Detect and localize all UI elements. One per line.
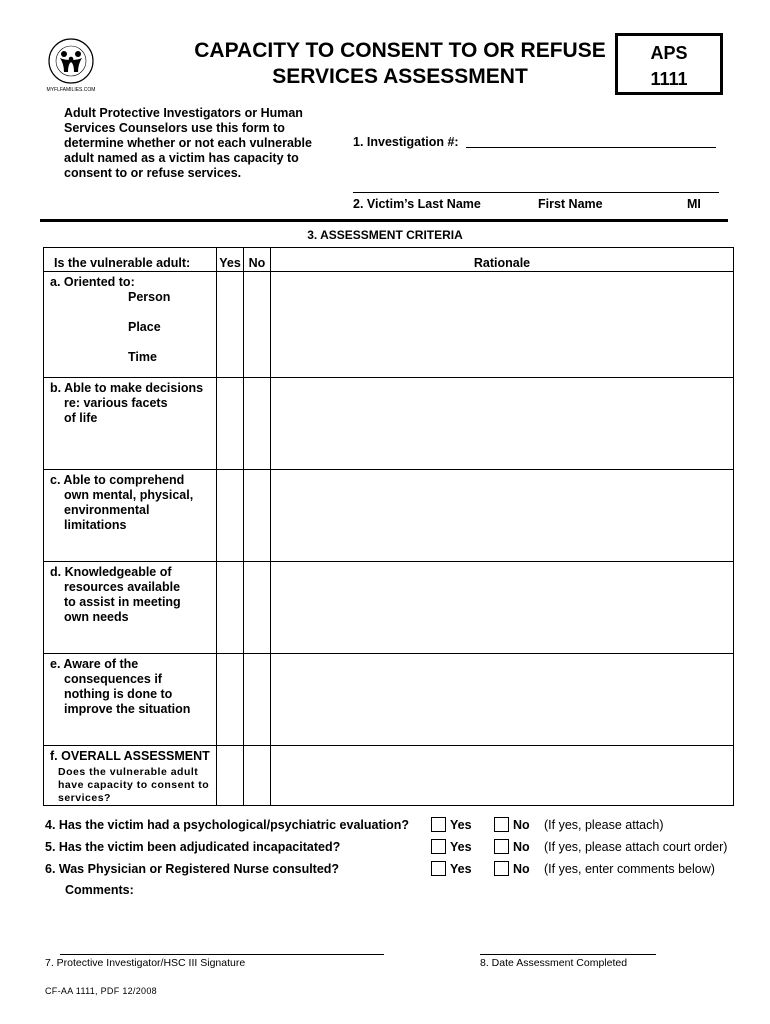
criterion-e-line-2: consequences if: [64, 672, 162, 686]
question-5-no-label: No: [513, 840, 530, 854]
title-line-2: SERVICES ASSESSMENT: [272, 65, 528, 88]
criterion-d-yes-cell[interactable]: [217, 562, 244, 654]
overall-assessment-sub-2: have capacity to consent to: [58, 779, 210, 791]
yes-column-header: Yes: [217, 248, 244, 272]
form-code-line-1: APS: [650, 43, 688, 63]
department-seal-logo: [40, 36, 102, 94]
criterion-c-line-4: limitations: [64, 518, 127, 532]
criterion-d-line-1: d. Knowledgeable of: [50, 565, 172, 579]
signature-field[interactable]: [60, 954, 384, 955]
question-4-note: (If yes, please attach): [544, 818, 664, 832]
criterion-e-no-cell[interactable]: [244, 654, 271, 746]
criterion-a-time: Time: [128, 350, 157, 364]
rationale-column-header: Rationale: [271, 248, 734, 272]
question-6-yes-checkbox[interactable]: [431, 861, 446, 876]
no-column-header: No: [244, 248, 271, 272]
overall-assessment-label: f. OVERALL ASSESSMENT: [50, 749, 210, 763]
criterion-b-no-cell[interactable]: [244, 378, 271, 470]
question-column-header: Is the vulnerable adult:: [44, 248, 217, 272]
form-id-footer: CF-AA 1111, PDF 12/2008: [45, 986, 157, 996]
overall-assessment-sub-3: services?: [58, 792, 111, 804]
question-5-yes-checkbox[interactable]: [431, 839, 446, 854]
criterion-c-rationale-cell[interactable]: [271, 470, 734, 562]
table-row: [44, 470, 734, 562]
question-4-yes-label: Yes: [450, 818, 472, 832]
criterion-f-cell: [44, 746, 217, 806]
criterion-b-line-3: of life: [64, 411, 98, 425]
criterion-a-rationale-cell[interactable]: [271, 272, 734, 378]
criterion-f-rationale-cell[interactable]: [271, 746, 734, 806]
table-row: [44, 746, 734, 806]
criterion-a-yes-cell[interactable]: [217, 272, 244, 378]
criterion-e-line-4: improve the situation: [64, 702, 191, 716]
criterion-a-cell: [44, 272, 217, 378]
investigation-number-label: 1. Investigation #:: [353, 135, 459, 149]
criterion-c-line-2: own mental, physical,: [64, 488, 194, 502]
middle-initial-label: MI: [687, 197, 701, 211]
question-5-no-checkbox[interactable]: [494, 839, 509, 854]
form-code-box: [615, 33, 723, 95]
form-code-line-2: 1111: [650, 69, 688, 89]
question-6-no-label: No: [513, 862, 530, 876]
title-line-1: CAPACITY TO CONSENT TO OR REFUSE: [194, 39, 606, 62]
criterion-c-cell: [44, 470, 217, 562]
criterion-c-yes-cell[interactable]: [217, 470, 244, 562]
question-6-text: 6. Was Physician or Registered Nurse consulted?: [45, 862, 340, 876]
instructions-text: Adult Protective Investigators or Human Services Counselors use this form to determine whether or not each vulnerable adult named as a victim has capacity to consent to or refuse services.: [64, 106, 312, 180]
table-row: [44, 378, 734, 470]
svg-text:MYFLFAMILIES.COM: MYFLFAMILIES.COM: [46, 87, 96, 93]
criterion-d-line-3: to assist in meeting: [64, 595, 181, 609]
first-name-label: First Name: [538, 197, 603, 211]
investigation-number-field[interactable]: [466, 147, 716, 148]
question-5-yes-label: Yes: [450, 840, 472, 854]
criterion-b-rationale-cell[interactable]: [271, 378, 734, 470]
criterion-a-label: a. Oriented to:: [50, 275, 135, 289]
signature-label: 7. Protective Investigator/HSC III Signature: [45, 957, 246, 969]
criterion-f-no-cell[interactable]: [244, 746, 271, 806]
criterion-d-no-cell[interactable]: [244, 562, 271, 654]
assessment-criteria-title: 3. ASSESSMENT CRITERIA: [307, 228, 463, 242]
criterion-d-cell: [44, 562, 217, 654]
criterion-e-line-3: nothing is done to: [64, 687, 173, 701]
question-6-yes-label: Yes: [450, 862, 472, 876]
comments-area[interactable]: [65, 900, 725, 948]
criterion-b-cell: [44, 378, 217, 470]
table-row: [44, 654, 734, 746]
comments-label: Comments:: [65, 883, 134, 897]
table-row: [44, 272, 734, 378]
criterion-b-line-1: b. Able to make decisions: [50, 381, 204, 395]
victim-name-field[interactable]: [353, 192, 719, 193]
table-row: [44, 562, 734, 654]
question-5-note: (If yes, please attach court order): [544, 840, 728, 854]
criterion-c-line-3: environmental: [64, 503, 150, 517]
question-6-note: (If yes, enter comments below): [544, 862, 715, 876]
question-6-no-checkbox[interactable]: [494, 861, 509, 876]
section-divider: [40, 219, 728, 222]
criterion-a-no-cell[interactable]: [244, 272, 271, 378]
criterion-e-rationale-cell[interactable]: [271, 654, 734, 746]
date-completed-field[interactable]: [480, 954, 656, 955]
question-4-no-checkbox[interactable]: [494, 817, 509, 832]
criterion-d-rationale-cell[interactable]: [271, 562, 734, 654]
criterion-d-line-2: resources available: [64, 580, 181, 594]
question-5-text: 5. Has the victim been adjudicated incapacitated?: [45, 840, 341, 854]
criterion-c-line-1: c. Able to comprehend: [50, 473, 185, 487]
criterion-e-cell: [44, 654, 217, 746]
criterion-c-no-cell[interactable]: [244, 470, 271, 562]
criterion-b-line-2: re: various facets: [64, 396, 168, 410]
assessment-table: [43, 247, 734, 806]
criterion-a-person: Person: [128, 290, 171, 304]
date-completed-label: 8. Date Assessment Completed: [480, 957, 628, 969]
form-title: [180, 38, 620, 90]
victim-last-name-label: 2. Victim’s Last Name: [353, 197, 481, 211]
criterion-e-line-1: e. Aware of the: [50, 657, 139, 671]
criterion-b-yes-cell[interactable]: [217, 378, 244, 470]
criterion-f-yes-cell[interactable]: [217, 746, 244, 806]
criterion-e-yes-cell[interactable]: [217, 654, 244, 746]
question-4-yes-checkbox[interactable]: [431, 817, 446, 832]
criterion-a-place: Place: [128, 320, 161, 334]
question-4-text: 4. Has the victim had a psychological/psychiatric evaluation?: [45, 818, 410, 832]
table-header-row: [44, 248, 734, 272]
overall-assessment-sub-1: Does the vulnerable adult: [58, 766, 199, 778]
criterion-d-line-4: own needs: [64, 610, 129, 624]
question-4-no-label: No: [513, 818, 530, 832]
